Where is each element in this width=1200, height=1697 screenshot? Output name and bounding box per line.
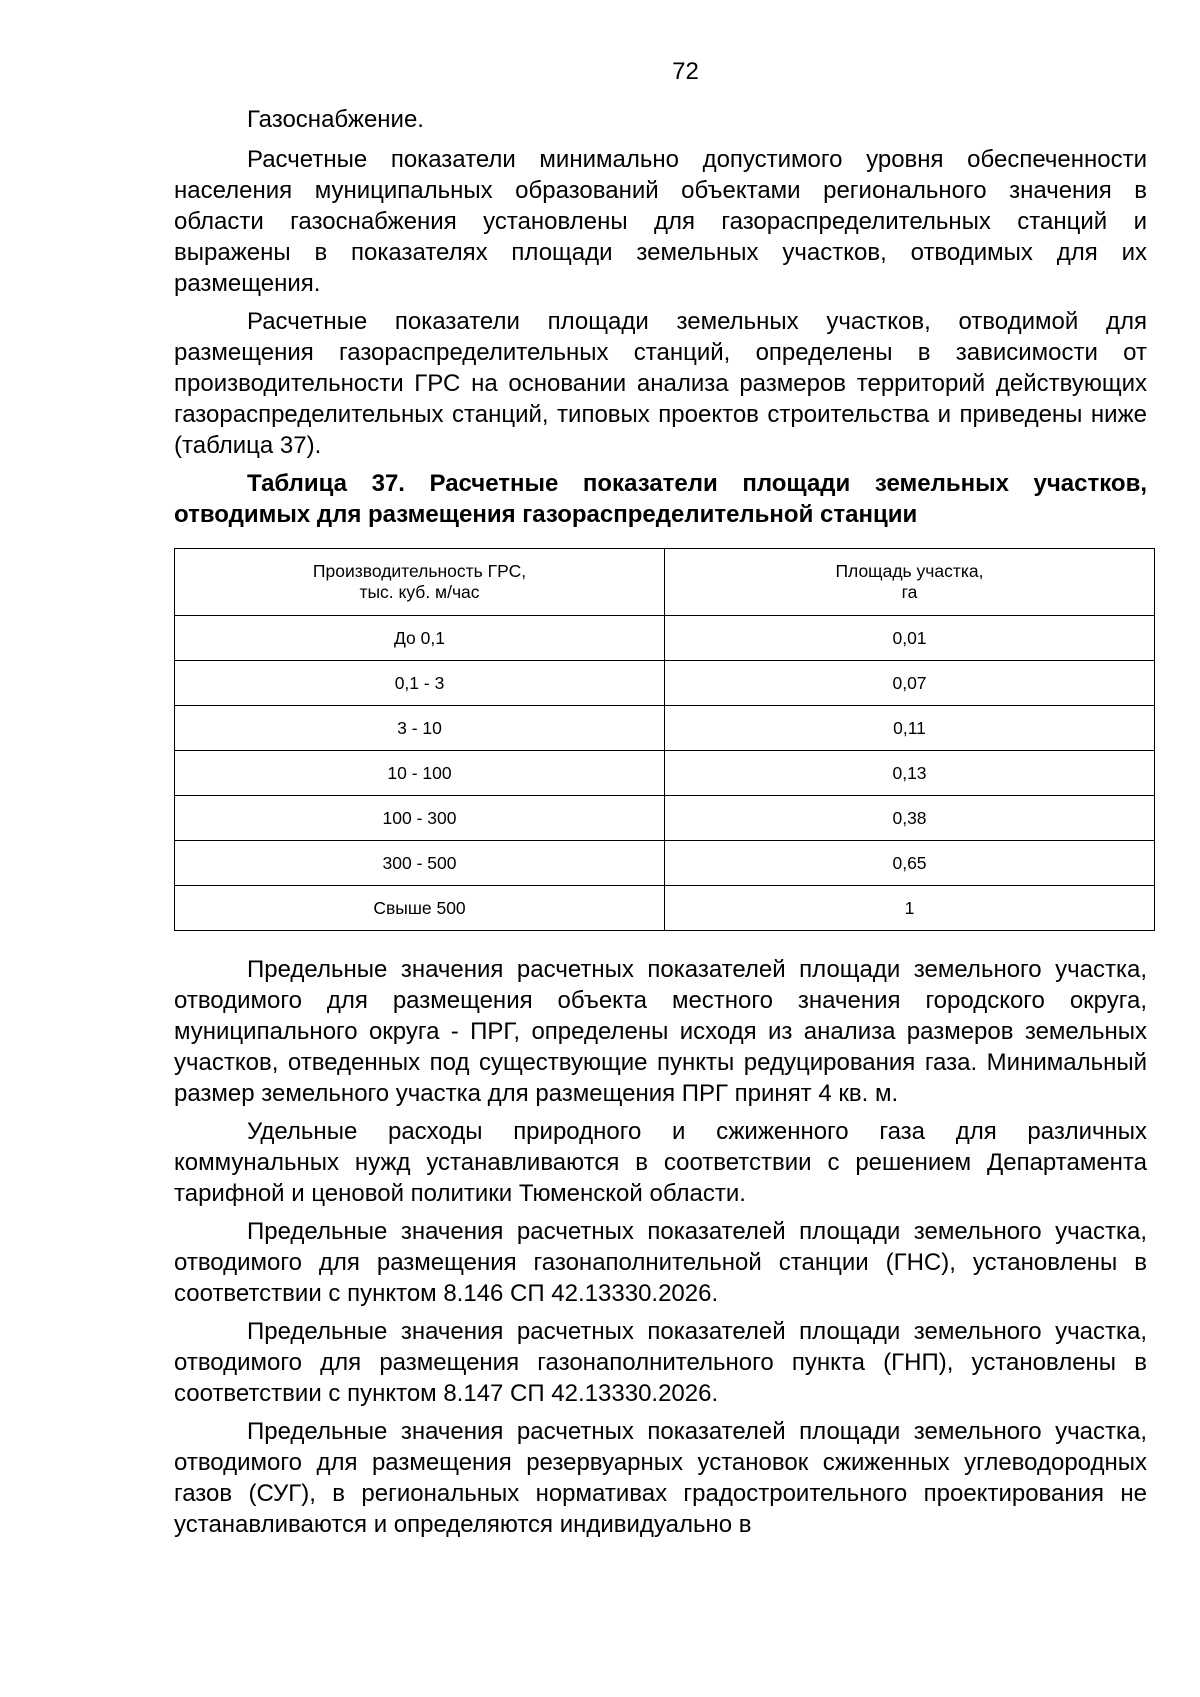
area-cell: 0,11 [665, 706, 1155, 751]
table-row [175, 706, 1155, 751]
area-cell: 1 [665, 886, 1155, 931]
area-cell: 0,38 [665, 796, 1155, 841]
table-row [175, 751, 1155, 796]
paragraph-before-1: Расчетные показатели минимально допустимого уровня обеспеченности населения муниципальных образований объектами регионального значения в области газоснабжения установлены для газораспределительных станций и выражены в показателях площади земельных участков, отводимых для их размещения. [174, 146, 1147, 297]
header-capacity-line2: тыс. куб. м/час [359, 582, 480, 602]
header-area [665, 549, 1155, 616]
paragraph-after-3: Предельные значения расчетных показателей площади земельного участка, отводимого для размещения газонаполнительной станции (ГНС), установлены в соответствии с пунктом 8.146 СП 42.13330.2026. [174, 1218, 1147, 1307]
table-row [175, 661, 1155, 706]
paragraph-after-4: Предельные значения расчетных показателей площади земельного участка, отводимого для размещения газонаполнительного пункта (ГНП), установлены в соответствии с пунктом 8.147 СП 42.13330.2026. [174, 1318, 1147, 1407]
capacity-cell: 10 - 100 [175, 751, 665, 796]
grs-area-table [174, 548, 1155, 931]
area-cell: 0,07 [665, 661, 1155, 706]
area-cell: 0,01 [665, 616, 1155, 661]
table-row [175, 841, 1155, 886]
header-capacity [175, 549, 665, 616]
area-cell: 0,13 [665, 751, 1155, 796]
table-row [175, 886, 1155, 931]
header-area-line1: Площадь участка, [835, 561, 984, 581]
header-area-line2: га [901, 582, 918, 602]
paragraph-after-1: Предельные значения расчетных показателей площади земельного участка, отводимого для размещения объекта местного значения городского округа, муниципального округа - ПРГ, определены исходя из анализа размеров земельных участков, отведенных под существующие пункты редуцирования газа. Минимальный размер земельного участка для размещения ПРГ принят 4 кв. м. [174, 956, 1147, 1107]
capacity-cell: 300 - 500 [175, 841, 665, 886]
capacity-cell: Свыше 500 [175, 886, 665, 931]
capacity-cell: 0,1 - 3 [175, 661, 665, 706]
paragraph-before-2: Расчетные показатели площади земельных участков, отводимой для размещения газораспределительных станций, определены в зависимости от производительности ГРС на основании анализа размеров территорий действующих газораспределительных станций, типовых проектов строительства и приведены ниже (таблица 37). [174, 308, 1147, 459]
header-capacity-line1: Производительность ГРС, [312, 561, 527, 581]
table-caption: Таблица 37. Расчетные показатели площади земельных участков, отводимых для размещения газораспределительной станции [174, 470, 1147, 528]
table-header-row [175, 549, 1155, 616]
area-cell: 0,65 [665, 841, 1155, 886]
paragraph-after-5: Предельные значения расчетных показателей площади земельного участка, отводимого для размещения резервуарных установок сжиженных углеводородных газов (СУГ), в региональных нормативах градостроительного проектирования не устанавливаются и определяются индивидуально в [174, 1418, 1147, 1538]
capacity-cell: 3 - 10 [175, 706, 665, 751]
capacity-cell: 100 - 300 [175, 796, 665, 841]
table-row [175, 796, 1155, 841]
capacity-cell: До 0,1 [175, 616, 665, 661]
paragraph-after-2: Удельные расходы природного и сжиженного газа для различных коммунальных нужд устанавливаются в соответствии с решением Департамента тарифной и ценовой политики Тюменской области. [174, 1118, 1147, 1207]
table-row [175, 616, 1155, 661]
section-heading: Газоснабжение. [247, 106, 424, 133]
page-number: 72 [672, 58, 699, 85]
